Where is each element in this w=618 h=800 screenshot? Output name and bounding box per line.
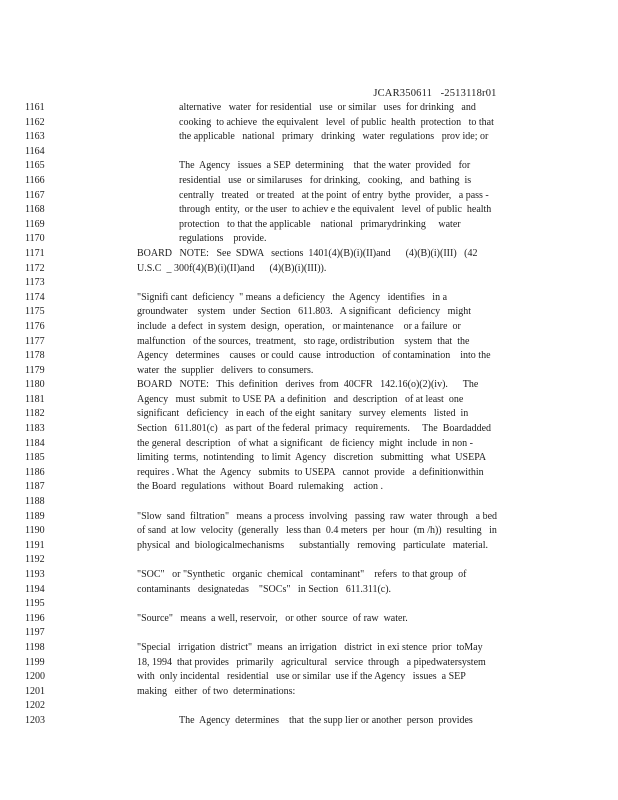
line-text: "SOC" or "Synthetic organic chemical contaminant" refers to that group of: [137, 569, 467, 580]
line-text: BOARD NOTE: This definition derives from 40CFR 142.16(o)(2)(iv). The: [137, 379, 479, 391]
document-line: [0, 364, 618, 379]
document-line: [0, 101, 618, 116]
line-number: 1179: [25, 364, 45, 376]
line-number: 1169: [25, 218, 45, 230]
document-line: [0, 670, 618, 685]
line-number: 1197: [25, 627, 45, 639]
line-text: with only incidental residential use or similar use if the Agency issues a SEP: [137, 671, 466, 683]
line-text: through entity, or the user to achiev e the equivalent level of public health: [179, 204, 492, 216]
line-number: 1202: [25, 700, 45, 712]
line-text: U.S.C _ 300f(4)(B)(i)(II)and (4)(B)(i)(III)).: [137, 262, 327, 274]
line-number: 1166: [25, 174, 45, 186]
line-number: 1189: [25, 510, 45, 522]
document-line: [0, 583, 618, 598]
document-line: [0, 626, 618, 641]
line-text: [137, 495, 618, 510]
line-text: contaminants designatedas "SOCs" in Section 611.311(c).: [137, 583, 392, 595]
line-text: limiting terms, notintending to limit Agency discretion submitting what USEPA: [137, 452, 487, 464]
document-line: [0, 524, 618, 539]
document-line: [0, 262, 618, 277]
line-text: Agency determines causes or could cause introduction of contamination into the: [137, 350, 491, 362]
line-text: 18, 1994 that provides primarily agricultural service through a pipedwatersystem: [137, 656, 486, 668]
line-number: 1165: [25, 160, 45, 172]
line-number: 1162: [25, 116, 45, 128]
document-line: [0, 203, 618, 218]
document-line: [0, 393, 618, 408]
line-number: 1173: [25, 277, 45, 289]
line-text: "Special irrigation district" means an irrigation district in exi stence prior toMay: [137, 641, 483, 653]
line-number: 1203: [25, 714, 45, 726]
document-line: [0, 349, 618, 364]
line-text: "Signifi cant deficiency " means a deficiency the Agency identifies in a: [137, 291, 448, 303]
line-number: 1195: [25, 598, 45, 610]
document-line: [0, 568, 618, 583]
line-text: water the supplier delivers to consumers.: [137, 364, 314, 376]
document-line: [0, 597, 618, 612]
line-number: 1168: [25, 204, 45, 216]
document-line: [0, 699, 618, 714]
line-number: 1174: [25, 291, 45, 303]
line-number: 1198: [25, 641, 45, 653]
document-line: [0, 305, 618, 320]
document-line: [0, 232, 618, 247]
line-number: 1191: [25, 539, 45, 551]
line-text: significant deficiency in each of the eight sanitary survey elements listed in: [137, 408, 469, 420]
line-number: 1190: [25, 525, 45, 537]
line-number: 1178: [25, 350, 45, 362]
document-line: [0, 510, 618, 525]
line-text: "Source" means a well, reservoir, or other source of raw water.: [137, 612, 408, 624]
line-number: 1200: [25, 671, 45, 683]
line-number: 1171: [25, 247, 45, 259]
line-text: groundwater system under Section 611.803. A significant deficiency might: [137, 306, 472, 318]
line-number: 1192: [25, 554, 45, 566]
line-text: centrally treated or treated at the point of entry bythe provider, a pass -: [179, 189, 489, 201]
document-line: [0, 685, 618, 700]
document-line: [0, 641, 618, 656]
line-text: the applicable national primary drinking water regulations prov ide; or: [179, 131, 489, 143]
line-number: 1164: [25, 145, 45, 157]
line-number: 1161: [25, 102, 45, 113]
line-text: include a defect in system design, operation, or maintenance or a failure or: [137, 320, 461, 332]
line-number: 1170: [25, 233, 45, 245]
document-line: [0, 451, 618, 466]
line-text: "Slow sand filtration" means a process involving passing raw water through a bed: [137, 510, 498, 522]
line-text: regulations provide.: [179, 233, 267, 245]
document-line: [0, 480, 618, 495]
document-line: [0, 495, 618, 510]
line-text: requires . What the Agency submits to USEPA cannot provide a definitionwithin: [137, 466, 484, 478]
document-line: [0, 116, 618, 131]
line-text: alternative water for residential use or similar uses for drinking and: [179, 102, 476, 113]
line-text: the Board regulations without Board rulemaking action .: [137, 481, 384, 493]
line-text: protection to that the applicable national primarydrinking water: [179, 218, 461, 230]
line-text: BOARD NOTE: See SDWA sections 1401(4)(B)(i)(II)and (4)(B)(i)(III) (42: [137, 247, 478, 259]
line-number: 1177: [25, 335, 45, 347]
line-number: 1163: [25, 131, 45, 143]
line-number: 1185: [25, 452, 45, 464]
line-number: 1167: [25, 189, 45, 201]
line-text: [137, 699, 618, 714]
line-text: of sand at low velocity (generally less than 0.4 meters per hour (m /h)) resulting in: [137, 525, 497, 537]
line-number: 1172: [25, 262, 45, 274]
document-line: [0, 247, 618, 262]
line-text: [137, 553, 618, 568]
document-line: [0, 335, 618, 350]
line-number: 1184: [25, 437, 45, 449]
line-number: 1188: [25, 496, 45, 508]
document-line: [0, 145, 618, 160]
line-number: 1182: [25, 408, 45, 420]
document-line: [0, 553, 618, 568]
line-number: 1196: [25, 612, 45, 624]
document-line: [0, 612, 618, 627]
document-line: [0, 539, 618, 554]
line-number: 1194: [25, 583, 45, 595]
line-text: [137, 597, 618, 612]
line-text: Agency must submit to USE PA a definition and description of at least one: [137, 393, 464, 405]
line-text: cooking to achieve the equivalent level of public health protection to that: [179, 116, 494, 128]
document-line: [0, 656, 618, 671]
document-line: [0, 276, 618, 291]
line-text: [137, 145, 618, 160]
document-line: [0, 291, 618, 306]
document-line: [0, 320, 618, 335]
document-line: [0, 159, 618, 174]
line-text: malfunction of the sources, treatment, sto rage, ordistribution system that the: [137, 335, 470, 347]
line-number: 1186: [25, 466, 45, 478]
document-line: [0, 130, 618, 145]
line-text: The Agency issues a SEP determining that the water provided for: [179, 160, 471, 172]
line-number: 1199: [25, 656, 45, 668]
line-number: 1183: [25, 423, 45, 435]
line-number: 1193: [25, 569, 45, 580]
document-line: [0, 189, 618, 204]
document-line: [0, 437, 618, 452]
document-line: [0, 407, 618, 422]
line-text: [137, 276, 618, 291]
document-line: [0, 714, 618, 729]
line-number: 1175: [25, 306, 45, 318]
line-text: The Agency determines that the supp lier or another person provides: [179, 714, 473, 726]
line-text: physical and biologicalmechanisms substantially removing particulate material.: [137, 539, 489, 551]
document-body: [0, 101, 618, 729]
document-id: JCAR350611 -2513118r01: [373, 88, 497, 99]
document-line: [0, 218, 618, 233]
document-line: [0, 466, 618, 481]
line-text: making either of two determinations:: [137, 685, 296, 697]
line-text: the general description of what a significant de ficiency might include in non -: [137, 437, 474, 449]
line-text: Section 611.801(c) as part of the federal primacy requirements. The Boardadded: [137, 423, 492, 435]
line-number: 1187: [25, 481, 45, 493]
line-number: 1181: [25, 393, 45, 405]
document-line: [0, 422, 618, 437]
line-number: 1180: [25, 379, 45, 391]
line-number: 1176: [25, 320, 45, 332]
document-line: [0, 378, 618, 393]
document-line: [0, 174, 618, 189]
line-text: residential use or similaruses for drinking, cooking, and bathing is: [179, 174, 472, 186]
line-text: [137, 626, 618, 641]
line-number: 1201: [25, 685, 45, 697]
